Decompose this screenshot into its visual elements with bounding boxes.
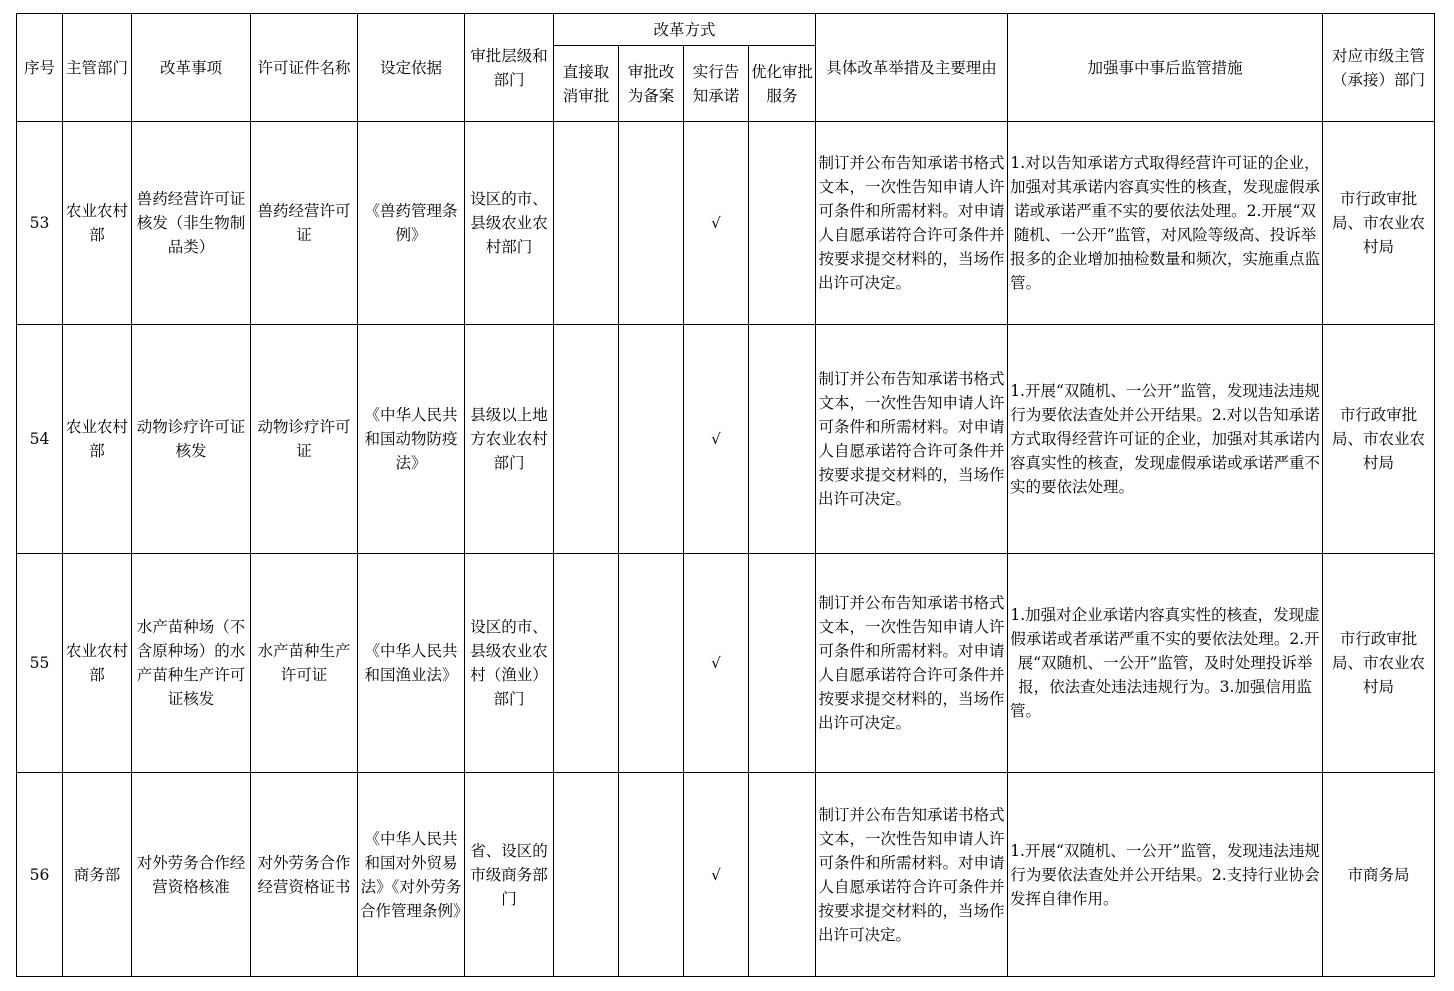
cell-license: 动物诊疗许可证 — [251, 325, 358, 554]
cell-level: 省、设区的市级商务部门 — [465, 773, 554, 977]
header-measures: 具体改革举措及主要理由 — [816, 14, 1008, 122]
cell-city-dept: 市商务局 — [1323, 773, 1435, 977]
cell-cancel — [554, 122, 619, 325]
header-dept: 主管部门 — [63, 14, 132, 122]
header-mode-notify: 实行告知承诺 — [684, 46, 749, 122]
header-reform-mode: 改革方式 — [554, 14, 816, 46]
header-row — [17, 14, 1435, 46]
cell-item: 动物诊疗许可证核发 — [132, 325, 251, 554]
header-city-dept: 对应市级主管（承接）部门 — [1323, 14, 1435, 122]
cell-record — [619, 554, 684, 773]
reform-table — [16, 13, 1435, 977]
cell-seq: 55 — [17, 554, 63, 773]
header-level: 审批层级和部门 — [465, 14, 554, 122]
cell-supervision: 1.对以告知承诺方式取得经营许可证的企业，加强对其承诺内容真实性的核查，发现虚假承诺或承诺严重不实的要依法处理。2.开展“双随机、一公开”监管，对风险等级高、投诉举报多的企业增加抽检数量和频次，实施重点监管。 — [1008, 122, 1323, 325]
header-license: 许可证件名称 — [251, 14, 358, 122]
cell-notify-check: √ — [684, 122, 749, 325]
table-row — [17, 554, 1435, 773]
cell-measures: 制订并公布告知承诺书格式文本，一次性告知申请人许可条件和所需材料。对申请人自愿承诺符合许可条件并按要求提交材料的，当场作出许可决定。 — [816, 773, 1008, 977]
cell-license: 水产苗种生产许可证 — [251, 554, 358, 773]
cell-item: 水产苗种场（不含原种场）的水产苗种生产许可证核发 — [132, 554, 251, 773]
cell-optimize — [749, 325, 816, 554]
header-basis: 设定依据 — [358, 14, 465, 122]
cell-seq: 56 — [17, 773, 63, 977]
cell-notify-check: √ — [684, 773, 749, 977]
header-supervision: 加强事中事后监管措施 — [1008, 14, 1323, 122]
header-item: 改革事项 — [132, 14, 251, 122]
table-row — [17, 122, 1435, 325]
table-row — [17, 773, 1435, 977]
header-mode-record: 审批改为备案 — [619, 46, 684, 122]
cell-license: 兽药经营许可证 — [251, 122, 358, 325]
cell-measures: 制订并公布告知承诺书格式文本，一次性告知申请人许可条件和所需材料。对申请人自愿承诺符合许可条件并按要求提交材料的，当场作出许可决定。 — [816, 554, 1008, 773]
header-seq: 序号 — [17, 14, 63, 122]
cell-cancel — [554, 325, 619, 554]
cell-basis: 《兽药管理条例》 — [358, 122, 465, 325]
cell-notify-check: √ — [684, 554, 749, 773]
cell-level: 县级以上地方农业农村部门 — [465, 325, 554, 554]
cell-dept: 农业农村部 — [63, 122, 132, 325]
cell-basis: 《中华人民共和国渔业法》 — [358, 554, 465, 773]
cell-record — [619, 122, 684, 325]
cell-seq: 53 — [17, 122, 63, 325]
cell-seq: 54 — [17, 325, 63, 554]
cell-cancel — [554, 554, 619, 773]
cell-level: 设区的市、县级农业农村部门 — [465, 122, 554, 325]
cell-basis: 《中华人民共和国对外贸易法》《对外劳务合作管理条例》 — [358, 773, 465, 977]
cell-supervision: 1.开展“双随机、一公开”监管，发现违法违规行为要依法查处并公开结果。2.支持行业协会发挥自律作用。 — [1008, 773, 1323, 977]
cell-basis: 《中华人民共和国动物防疫法》 — [358, 325, 465, 554]
header-mode-cancel: 直接取消审批 — [554, 46, 619, 122]
header-mode-optimize: 优化审批服务 — [749, 46, 816, 122]
cell-record — [619, 773, 684, 977]
cell-city-dept: 市行政审批局、市农业农村局 — [1323, 325, 1435, 554]
cell-record — [619, 325, 684, 554]
cell-license: 对外劳务合作经营资格证书 — [251, 773, 358, 977]
cell-supervision: 1.开展“双随机、一公开”监管，发现违法违规行为要依法查处并公开结果。2.对以告知承诺方式取得经营许可证的企业，加强对其承诺内容真实性的核查，发现虚假承诺或承诺严重不实的要依法处理。 — [1008, 325, 1323, 554]
cell-optimize — [749, 554, 816, 773]
cell-measures: 制订并公布告知承诺书格式文本，一次性告知申请人许可条件和所需材料。对申请人自愿承诺符合许可条件并按要求提交材料的，当场作出许可决定。 — [816, 325, 1008, 554]
cell-dept: 商务部 — [63, 773, 132, 977]
cell-dept: 农业农村部 — [63, 554, 132, 773]
cell-cancel — [554, 773, 619, 977]
cell-supervision: 1.加强对企业承诺内容真实性的核查，发现虚假承诺或者承诺严重不实的要依法处理。2.开展“双随机、一公开”监管，及时处理投诉举报，依法查处违法违规行为。3.加强信用监管。 — [1008, 554, 1323, 773]
cell-optimize — [749, 773, 816, 977]
cell-item: 对外劳务合作经营资格核准 — [132, 773, 251, 977]
cell-city-dept: 市行政审批局、市农业农村局 — [1323, 122, 1435, 325]
cell-notify-check: √ — [684, 325, 749, 554]
table-row — [17, 325, 1435, 554]
cell-item: 兽药经营许可证核发（非生物制品类） — [132, 122, 251, 325]
cell-measures: 制订并公布告知承诺书格式文本，一次性告知申请人许可条件和所需材料。对申请人自愿承诺符合许可条件并按要求提交材料的，当场作出许可决定。 — [816, 122, 1008, 325]
cell-city-dept: 市行政审批局、市农业农村局 — [1323, 554, 1435, 773]
cell-level: 设区的市、县级农业农村（渔业）部门 — [465, 554, 554, 773]
cell-optimize — [749, 122, 816, 325]
cell-dept: 农业农村部 — [63, 325, 132, 554]
